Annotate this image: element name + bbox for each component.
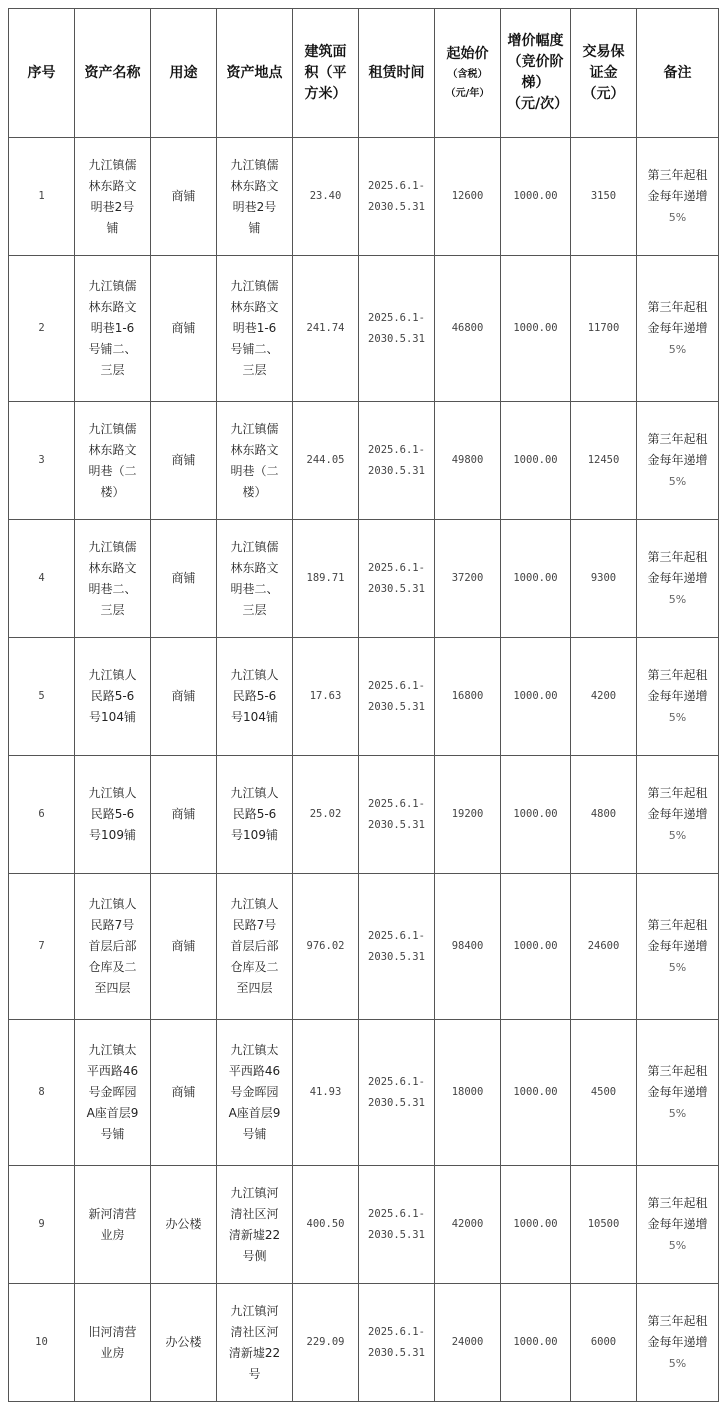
cell-asset-name: 九江镇儒林东路文明巷（二楼） xyxy=(75,402,151,520)
header-start-price-tax: （含税） xyxy=(447,68,488,80)
cell-location: 九江镇人民路5-6号104铺 xyxy=(217,638,293,756)
cell-seq: 3 xyxy=(9,402,75,520)
cell-period: 2025.6.1-2030.5.31 xyxy=(359,1284,435,1402)
remark-percent: 5% xyxy=(668,961,687,974)
table-row xyxy=(9,520,719,638)
table-row xyxy=(9,1020,719,1166)
table-row xyxy=(9,638,719,756)
cell-remark xyxy=(637,1284,719,1402)
cell-period: 2025.6.1-2030.5.31 xyxy=(359,638,435,756)
cell-asset-name: 九江镇太平西路46号金晖园A座首层9号铺 xyxy=(75,1020,151,1166)
cell-remark xyxy=(637,874,719,1020)
cell-asset-name: 九江镇儒林东路文明巷2号铺 xyxy=(75,138,151,256)
cell-asset-name: 旧河清营业房 xyxy=(75,1284,151,1402)
cell-seq: 6 xyxy=(9,756,75,874)
cell-start-price: 98400 xyxy=(435,874,501,1020)
table-row xyxy=(9,756,719,874)
table-row xyxy=(9,138,719,256)
cell-remark xyxy=(637,756,719,874)
cell-area: 400.50 xyxy=(293,1166,359,1284)
cell-start-price: 42000 xyxy=(435,1166,501,1284)
cell-seq: 9 xyxy=(9,1166,75,1284)
cell-remark xyxy=(637,1020,719,1166)
remark-text: 第三年起租金每年递增 xyxy=(647,1314,708,1349)
header-period: 租赁时间 xyxy=(359,9,435,138)
cell-start-price: 24000 xyxy=(435,1284,501,1402)
remark-percent: 5% xyxy=(668,593,687,606)
header-remark: 备注 xyxy=(637,9,719,138)
cell-period: 2025.6.1-2030.5.31 xyxy=(359,256,435,402)
cell-start-price: 46800 xyxy=(435,256,501,402)
remark-text: 第三年起租金每年递增 xyxy=(647,1064,708,1099)
header-location: 资产地点 xyxy=(217,9,293,138)
cell-use: 商铺 xyxy=(151,638,217,756)
cell-area: 189.71 xyxy=(293,520,359,638)
cell-seq: 7 xyxy=(9,874,75,1020)
remark-text: 第三年起租金每年递增 xyxy=(647,786,708,821)
cell-period: 2025.6.1-2030.5.31 xyxy=(359,1020,435,1166)
remark-text: 第三年起租金每年递增 xyxy=(647,918,708,953)
cell-start-price: 49800 xyxy=(435,402,501,520)
cell-area: 41.93 xyxy=(293,1020,359,1166)
cell-asset-name: 九江镇人民路7号首层后部仓库及二至四层 xyxy=(75,874,151,1020)
cell-increment: 1000.00 xyxy=(501,756,571,874)
table-row xyxy=(9,874,719,1020)
remark-text: 第三年起租金每年递增 xyxy=(647,168,708,203)
cell-period: 2025.6.1-2030.5.31 xyxy=(359,756,435,874)
cell-period: 2025.6.1-2030.5.31 xyxy=(359,874,435,1020)
table-row xyxy=(9,1166,719,1284)
cell-increment: 1000.00 xyxy=(501,1166,571,1284)
remark-percent: 5% xyxy=(668,343,687,356)
remark-percent: 5% xyxy=(668,1239,687,1252)
cell-remark xyxy=(637,1166,719,1284)
header-start-price-unit: （元/年） xyxy=(445,87,490,99)
cell-seq: 5 xyxy=(9,638,75,756)
header-increment-unit: （元/次） xyxy=(507,96,569,112)
header-start-price-label: 起始价 xyxy=(446,45,489,62)
cell-location: 九江镇人民路7号首层后部仓库及二至四层 xyxy=(217,874,293,1020)
cell-location: 九江镇人民路5-6号109铺 xyxy=(217,756,293,874)
cell-seq: 1 xyxy=(9,138,75,256)
remark-percent: 5% xyxy=(668,829,687,842)
cell-location: 九江镇河清社区河清新墟22号侧 xyxy=(217,1166,293,1284)
cell-deposit: 12450 xyxy=(571,402,637,520)
cell-increment: 1000.00 xyxy=(501,874,571,1020)
header-increment-label: 增价幅度（竞价阶梯） xyxy=(507,33,564,91)
table-row xyxy=(9,402,719,520)
header-deposit: 交易保证金（元） xyxy=(571,9,637,138)
cell-remark xyxy=(637,256,719,402)
cell-asset-name: 九江镇儒林东路文明巷二、三层 xyxy=(75,520,151,638)
cell-deposit: 4500 xyxy=(571,1020,637,1166)
cell-use: 商铺 xyxy=(151,256,217,402)
table-row xyxy=(9,256,719,402)
cell-location: 九江镇儒林东路文明巷（二楼） xyxy=(217,402,293,520)
cell-location: 九江镇河清社区河清新墟22号 xyxy=(217,1284,293,1402)
header-row xyxy=(9,9,719,138)
cell-remark xyxy=(637,520,719,638)
remark-text: 第三年起租金每年递增 xyxy=(647,432,708,467)
cell-use: 商铺 xyxy=(151,874,217,1020)
cell-asset-name: 新河清营业房 xyxy=(75,1166,151,1284)
cell-deposit: 24600 xyxy=(571,874,637,1020)
cell-deposit: 4800 xyxy=(571,756,637,874)
cell-start-price: 37200 xyxy=(435,520,501,638)
cell-location: 九江镇儒林东路文明巷二、三层 xyxy=(217,520,293,638)
header-area: 建筑面积（平方米） xyxy=(293,9,359,138)
remark-text: 第三年起租金每年递增 xyxy=(647,300,708,335)
cell-increment: 1000.00 xyxy=(501,520,571,638)
cell-remark xyxy=(637,638,719,756)
cell-area: 23.40 xyxy=(293,138,359,256)
cell-asset-name: 九江镇人民路5-6号104铺 xyxy=(75,638,151,756)
cell-use: 商铺 xyxy=(151,756,217,874)
remark-text: 第三年起租金每年递增 xyxy=(647,668,708,703)
cell-use: 办公楼 xyxy=(151,1284,217,1402)
cell-location: 九江镇太平西路46号金晖园A座首层9号铺 xyxy=(217,1020,293,1166)
cell-location: 九江镇儒林东路文明巷1-6号铺二、三层 xyxy=(217,256,293,402)
cell-increment: 1000.00 xyxy=(501,638,571,756)
table-row xyxy=(9,1284,719,1402)
cell-area: 976.02 xyxy=(293,874,359,1020)
cell-area: 244.05 xyxy=(293,402,359,520)
remark-text: 第三年起租金每年递增 xyxy=(647,550,708,585)
header-name: 资产名称 xyxy=(75,9,151,138)
header-use: 用途 xyxy=(151,9,217,138)
cell-area: 17.63 xyxy=(293,638,359,756)
remark-percent: 5% xyxy=(668,711,687,724)
cell-seq: 4 xyxy=(9,520,75,638)
cell-asset-name: 九江镇儒林东路文明巷1-6号铺二、三层 xyxy=(75,256,151,402)
cell-asset-name: 九江镇人民路5-6号109铺 xyxy=(75,756,151,874)
cell-increment: 1000.00 xyxy=(501,138,571,256)
cell-area: 25.02 xyxy=(293,756,359,874)
cell-period: 2025.6.1-2030.5.31 xyxy=(359,402,435,520)
cell-area: 241.74 xyxy=(293,256,359,402)
cell-deposit: 11700 xyxy=(571,256,637,402)
cell-start-price: 16800 xyxy=(435,638,501,756)
cell-deposit: 6000 xyxy=(571,1284,637,1402)
cell-increment: 1000.00 xyxy=(501,1020,571,1166)
cell-deposit: 9300 xyxy=(571,520,637,638)
remark-percent: 5% xyxy=(668,1107,687,1120)
header-increment xyxy=(501,9,571,138)
cell-period: 2025.6.1-2030.5.31 xyxy=(359,138,435,256)
cell-start-price: 18000 xyxy=(435,1020,501,1166)
cell-deposit: 10500 xyxy=(571,1166,637,1284)
cell-remark xyxy=(637,138,719,256)
cell-seq: 8 xyxy=(9,1020,75,1166)
asset-table-container xyxy=(8,8,719,1402)
cell-use: 商铺 xyxy=(151,138,217,256)
cell-use: 办公楼 xyxy=(151,1166,217,1284)
cell-increment: 1000.00 xyxy=(501,1284,571,1402)
cell-increment: 1000.00 xyxy=(501,402,571,520)
cell-area: 229.09 xyxy=(293,1284,359,1402)
cell-seq: 10 xyxy=(9,1284,75,1402)
cell-remark xyxy=(637,402,719,520)
cell-increment: 1000.00 xyxy=(501,256,571,402)
remark-text: 第三年起租金每年递增 xyxy=(647,1196,708,1231)
header-start-price xyxy=(435,9,501,138)
cell-use: 商铺 xyxy=(151,520,217,638)
cell-use: 商铺 xyxy=(151,402,217,520)
cell-start-price: 19200 xyxy=(435,756,501,874)
remark-percent: 5% xyxy=(668,475,687,488)
cell-deposit: 3150 xyxy=(571,138,637,256)
cell-period: 2025.6.1-2030.5.31 xyxy=(359,520,435,638)
asset-lease-table xyxy=(8,8,719,1402)
cell-period: 2025.6.1-2030.5.31 xyxy=(359,1166,435,1284)
header-seq: 序号 xyxy=(9,9,75,138)
remark-percent: 5% xyxy=(668,211,687,224)
cell-seq: 2 xyxy=(9,256,75,402)
cell-location: 九江镇儒林东路文明巷2号铺 xyxy=(217,138,293,256)
cell-deposit: 4200 xyxy=(571,638,637,756)
cell-start-price: 12600 xyxy=(435,138,501,256)
cell-use: 商铺 xyxy=(151,1020,217,1166)
remark-percent: 5% xyxy=(668,1357,687,1370)
